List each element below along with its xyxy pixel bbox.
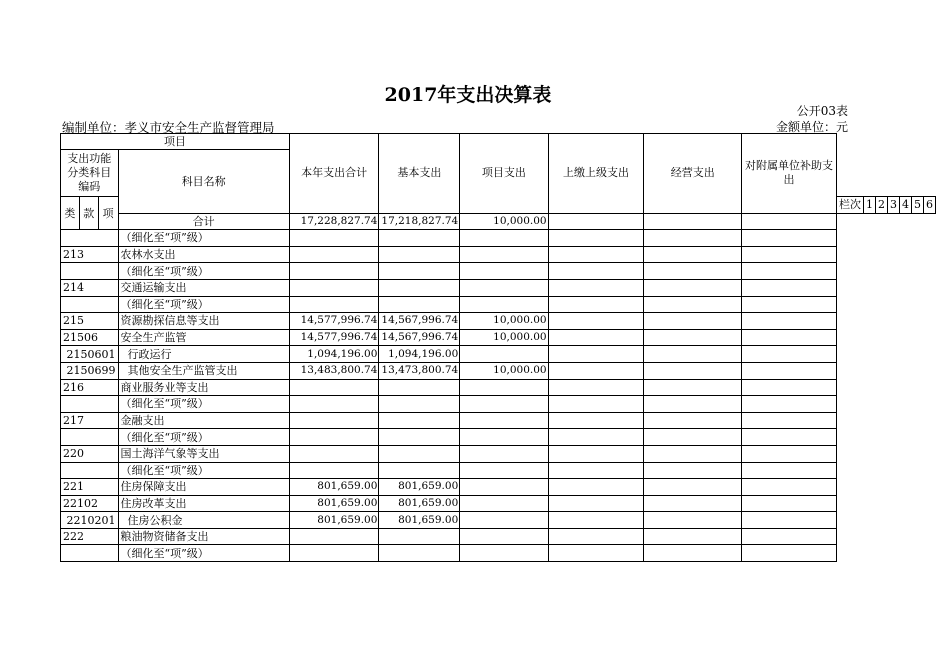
row-total-expenditure [289, 429, 379, 446]
row-code [61, 263, 119, 280]
row-basic-expenditure: 801,659.00 [379, 512, 460, 529]
row-code: 213 [61, 246, 119, 263]
row-code: 2210201 [61, 512, 119, 529]
row-project-expenditure [460, 346, 548, 363]
table-row [61, 263, 936, 280]
row-business-expenditure [644, 296, 742, 313]
row-project-expenditure [460, 545, 548, 562]
row-upper-level-expenditure [548, 362, 644, 379]
total-col2: 17,218,827.74 [379, 213, 460, 230]
header-kuan: 款 [79, 197, 98, 230]
row-code [61, 396, 119, 413]
row-basic-expenditure [379, 445, 460, 462]
row-total-expenditure [289, 279, 379, 296]
row-business-expenditure [644, 246, 742, 263]
row-project-expenditure [460, 246, 548, 263]
row-total-expenditure [289, 462, 379, 479]
row-total-expenditure [289, 263, 379, 280]
col-number-5: 5 [912, 197, 924, 214]
row-business-expenditure [644, 362, 742, 379]
row-subject-name: 资源勘探信息等支出 [118, 313, 289, 330]
row-subsidiary-subsidy [742, 313, 837, 330]
row-project-expenditure [460, 263, 548, 280]
row-business-expenditure [644, 528, 742, 545]
row-project-expenditure: 10,000.00 [460, 362, 548, 379]
row-total-expenditure: 801,659.00 [289, 495, 379, 512]
table-row [61, 528, 936, 545]
row-subsidiary-subsidy [742, 396, 837, 413]
row-business-expenditure [644, 495, 742, 512]
col-number-4: 4 [900, 197, 912, 214]
row-subsidiary-subsidy [742, 263, 837, 280]
total-label: 合计 [118, 213, 289, 230]
table-row [61, 412, 936, 429]
row-subject-name: （细化至“项”级） [118, 429, 289, 446]
table-row [61, 296, 936, 313]
row-subject-name: 交通运输支出 [118, 279, 289, 296]
row-business-expenditure [644, 230, 742, 247]
table-row [61, 346, 936, 363]
row-basic-expenditure: 14,567,996.74 [379, 329, 460, 346]
row-basic-expenditure [379, 396, 460, 413]
row-code [61, 462, 119, 479]
col-number-2: 2 [876, 197, 888, 214]
row-basic-expenditure: 1,094,196.00 [379, 346, 460, 363]
row-code: 220 [61, 445, 119, 462]
row-total-expenditure: 14,577,996.74 [289, 313, 379, 330]
row-subject-name: 国土海洋气象等支出 [118, 445, 289, 462]
row-total-expenditure [289, 545, 379, 562]
row-basic-expenditure [379, 230, 460, 247]
row-total-expenditure [289, 528, 379, 545]
header-subsidiary-subsidy: 对附属单位补助支出 [742, 134, 837, 214]
row-subject-name: 行政运行 [118, 346, 289, 363]
row-subject-name: （细化至“项”级） [118, 396, 289, 413]
row-code: 215 [61, 313, 119, 330]
row-subsidiary-subsidy [742, 362, 837, 379]
row-upper-level-expenditure [548, 495, 644, 512]
header-upper-level-expenditure: 上缴上级支出 [548, 134, 644, 214]
row-subsidiary-subsidy [742, 445, 837, 462]
row-subject-name: 住房公积金 [118, 512, 289, 529]
row-code: 2150601 [61, 346, 119, 363]
row-basic-expenditure: 14,567,996.74 [379, 313, 460, 330]
row-subject-name: 其他安全生产监管支出 [118, 362, 289, 379]
report-title: 2017年支出决算表 [384, 84, 552, 106]
col-number-1: 1 [864, 197, 876, 214]
row-subsidiary-subsidy [742, 379, 837, 396]
row-code [61, 545, 119, 562]
row-subsidiary-subsidy [742, 512, 837, 529]
header-subject-name: 科目名称 [118, 150, 289, 214]
row-total-expenditure [289, 396, 379, 413]
header-lanci: 栏次 [837, 197, 864, 214]
row-business-expenditure [644, 545, 742, 562]
row-upper-level-expenditure [548, 528, 644, 545]
row-basic-expenditure [379, 379, 460, 396]
row-total-expenditure [289, 379, 379, 396]
header-code-group: 支出功能分类科目编码 [61, 150, 119, 197]
row-business-expenditure [644, 479, 742, 496]
row-code: 214 [61, 279, 119, 296]
row-business-expenditure [644, 329, 742, 346]
row-upper-level-expenditure [548, 329, 644, 346]
row-upper-level-expenditure [548, 346, 644, 363]
row-subject-name: （细化至“项”级） [118, 296, 289, 313]
row-project-expenditure [460, 379, 548, 396]
row-upper-level-expenditure [548, 429, 644, 446]
row-upper-level-expenditure [548, 445, 644, 462]
row-upper-level-expenditure [548, 479, 644, 496]
row-subject-name: （细化至“项”级） [118, 263, 289, 280]
reporting-unit: 编制单位：孝义市安全生产监督管理局 [62, 120, 275, 135]
row-total-expenditure: 801,659.00 [289, 479, 379, 496]
row-code [61, 296, 119, 313]
row-subject-name: 住房改革支出 [118, 495, 289, 512]
row-business-expenditure [644, 462, 742, 479]
row-subject-name: 农林水支出 [118, 246, 289, 263]
row-total-expenditure [289, 445, 379, 462]
row-subject-name: 住房保障支出 [118, 479, 289, 496]
row-total-expenditure: 801,659.00 [289, 512, 379, 529]
row-basic-expenditure [379, 462, 460, 479]
row-subsidiary-subsidy [742, 495, 837, 512]
expenditure-table [60, 133, 936, 562]
total-row [61, 213, 936, 230]
form-code: 公开03表 [796, 104, 848, 118]
table-row [61, 512, 936, 529]
row-basic-expenditure [379, 528, 460, 545]
table-row [61, 396, 936, 413]
row-subject-name: （细化至“项”级） [118, 462, 289, 479]
row-project-expenditure [460, 429, 548, 446]
row-subject-name: 粮油物资储备支出 [118, 528, 289, 545]
table-row [61, 313, 936, 330]
row-code [61, 429, 119, 446]
row-business-expenditure [644, 396, 742, 413]
row-business-expenditure [644, 512, 742, 529]
row-subject-name: 安全生产监管 [118, 329, 289, 346]
row-subsidiary-subsidy [742, 429, 837, 446]
row-project-expenditure: 10,000.00 [460, 313, 548, 330]
row-basic-expenditure [379, 296, 460, 313]
table-row [61, 462, 936, 479]
row-project-expenditure [460, 412, 548, 429]
row-total-expenditure [289, 230, 379, 247]
col-number-6: 6 [924, 197, 936, 214]
row-subsidiary-subsidy [742, 279, 837, 296]
row-project-expenditure [460, 495, 548, 512]
row-subsidiary-subsidy [742, 412, 837, 429]
row-total-expenditure: 13,483,800.74 [289, 362, 379, 379]
row-upper-level-expenditure [548, 512, 644, 529]
row-basic-expenditure [379, 246, 460, 263]
row-project-expenditure [460, 528, 548, 545]
row-upper-level-expenditure [548, 379, 644, 396]
row-upper-level-expenditure [548, 230, 644, 247]
row-basic-expenditure [379, 279, 460, 296]
row-code: 222 [61, 528, 119, 545]
col-number-3: 3 [888, 197, 900, 214]
row-subsidiary-subsidy [742, 479, 837, 496]
table-row [61, 445, 936, 462]
row-basic-expenditure [379, 412, 460, 429]
row-project-expenditure [460, 279, 548, 296]
row-subject-name: （细化至“项”级） [118, 545, 289, 562]
row-business-expenditure [644, 313, 742, 330]
row-code: 216 [61, 379, 119, 396]
row-upper-level-expenditure [548, 412, 644, 429]
row-subsidiary-subsidy [742, 528, 837, 545]
row-business-expenditure [644, 263, 742, 280]
row-total-expenditure [289, 246, 379, 263]
header-business-expenditure: 经营支出 [644, 134, 742, 214]
row-basic-expenditure [379, 545, 460, 562]
row-basic-expenditure: 801,659.00 [379, 495, 460, 512]
row-project-expenditure [460, 296, 548, 313]
row-upper-level-expenditure [548, 296, 644, 313]
header-lei: 类 [61, 197, 80, 230]
row-subject-name: （细化至“项”级） [118, 230, 289, 247]
row-subsidiary-subsidy [742, 246, 837, 263]
table-row [61, 429, 936, 446]
row-subsidiary-subsidy [742, 296, 837, 313]
row-subject-name: 金融支出 [118, 412, 289, 429]
row-business-expenditure [644, 279, 742, 296]
table-row [61, 362, 936, 379]
row-code: 217 [61, 412, 119, 429]
row-total-expenditure: 1,094,196.00 [289, 346, 379, 363]
row-upper-level-expenditure [548, 396, 644, 413]
row-business-expenditure [644, 346, 742, 363]
table-row [61, 495, 936, 512]
row-upper-level-expenditure [548, 279, 644, 296]
table-row [61, 329, 936, 346]
row-subsidiary-subsidy [742, 346, 837, 363]
row-project-expenditure [460, 512, 548, 529]
row-total-expenditure [289, 412, 379, 429]
row-business-expenditure [644, 429, 742, 446]
row-project-expenditure [460, 396, 548, 413]
row-project-expenditure [460, 230, 548, 247]
row-basic-expenditure: 801,659.00 [379, 479, 460, 496]
row-subsidiary-subsidy [742, 545, 837, 562]
row-code: 21506 [61, 329, 119, 346]
total-col3: 10,000.00 [460, 213, 548, 230]
table-row [61, 246, 936, 263]
row-basic-expenditure [379, 429, 460, 446]
table-row [61, 379, 936, 396]
row-code: 221 [61, 479, 119, 496]
row-total-expenditure: 14,577,996.74 [289, 329, 379, 346]
row-total-expenditure [289, 296, 379, 313]
currency-unit: 金额单位：元 [775, 120, 848, 134]
header-project-expenditure: 项目支出 [460, 134, 548, 214]
table-row [61, 479, 936, 496]
total-col1: 17,228,827.74 [289, 213, 379, 230]
table-row [61, 230, 936, 247]
row-project-expenditure [460, 462, 548, 479]
header-total-expenditure: 本年支出合计 [289, 134, 379, 214]
row-business-expenditure [644, 412, 742, 429]
row-upper-level-expenditure [548, 263, 644, 280]
row-upper-level-expenditure [548, 246, 644, 263]
row-business-expenditure [644, 379, 742, 396]
row-code: 22102 [61, 495, 119, 512]
row-project-expenditure [460, 445, 548, 462]
row-basic-expenditure [379, 263, 460, 280]
row-upper-level-expenditure [548, 313, 644, 330]
table-row [61, 279, 936, 296]
row-upper-level-expenditure [548, 545, 644, 562]
header-project: 项目 [61, 134, 290, 150]
header-basic-expenditure: 基本支出 [379, 134, 460, 214]
header-xiang: 项 [98, 197, 118, 230]
row-code: 2150699 [61, 362, 119, 379]
row-project-expenditure [460, 479, 548, 496]
row-basic-expenditure: 13,473,800.74 [379, 362, 460, 379]
row-subsidiary-subsidy [742, 230, 837, 247]
table-row [61, 545, 936, 562]
row-project-expenditure: 10,000.00 [460, 329, 548, 346]
row-business-expenditure [644, 445, 742, 462]
row-subject-name: 商业服务业等支出 [118, 379, 289, 396]
row-upper-level-expenditure [548, 462, 644, 479]
row-subsidiary-subsidy [742, 462, 837, 479]
row-code [61, 230, 119, 247]
row-subsidiary-subsidy [742, 329, 837, 346]
